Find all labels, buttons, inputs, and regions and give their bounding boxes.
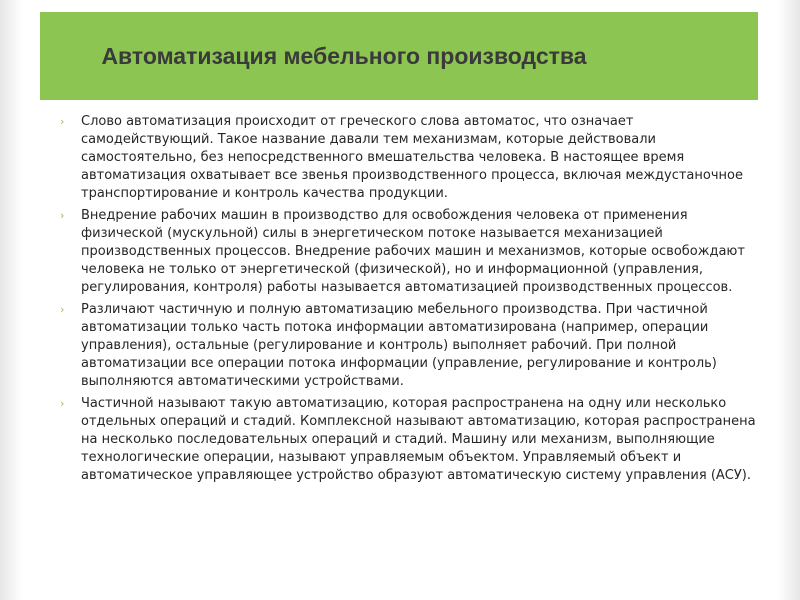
right-edge-shadow bbox=[778, 0, 800, 600]
slide-body bbox=[58, 113, 758, 489]
title-bar bbox=[40, 12, 758, 100]
paragraph-text-3: Различают частичную и полную автоматизацию мебельного производства. При частичной автоматизации только часть потока информации автоматизирована (например, операции управления), остальные (регулирование и контроль) выполняет рабочий. При полной автоматизации все операции потока информации (управление, регулирование и контроль) выполняются автоматическими устройствами. bbox=[81, 302, 717, 389]
body-paragraph-3 bbox=[58, 301, 758, 391]
chevron-right-icon: › bbox=[60, 209, 65, 222]
left-edge-shadow bbox=[0, 0, 22, 600]
body-paragraph-2 bbox=[58, 207, 758, 297]
paragraph-text-2: Внедрение рабочих машин в производство для освобождения человека от применения физической (мускульной) силы в энергетическом потоке называется механизацией производственных процессов. Внедрение рабочих машин и механизмов, которые освобождают человека не только от энергетической (физической), но и информационной (управления, регулирования, контроля) работы называется автоматизацией производственных процессов. bbox=[81, 208, 745, 295]
body-paragraph-4 bbox=[58, 395, 758, 485]
paragraph-text-1: Слово автоматизация происходит от греческого слова автоматос, что означает самодействующий. Такое название давали тем механизмам, которые действовали самостоятельно, без непосредственного вмешательства человека. В настоящее время автоматизация охватывает все звенья производственного процесса, включая междустаночное транспортирование и контроль качества продукции. bbox=[81, 114, 743, 201]
chevron-right-icon: › bbox=[60, 303, 65, 316]
chevron-right-icon: › bbox=[60, 397, 65, 410]
paragraph-text-4: Частичной называют такую автоматизацию, которая распространена на одну или несколько отдельных операций и стадий. Комплексной называют автоматизацию, которая распространена на несколько последовательных операций и стадий. Машину или механизм, выполняющие технологические операции, называют управляемым объектом. Управляемый объект и автоматическое управляющее устройство образуют автоматическую систему управления (АСУ). bbox=[81, 396, 756, 483]
chevron-right-icon: › bbox=[60, 115, 65, 128]
slide-title: Автоматизация мебельного производства bbox=[101, 42, 587, 69]
body-paragraph-1 bbox=[58, 113, 758, 203]
